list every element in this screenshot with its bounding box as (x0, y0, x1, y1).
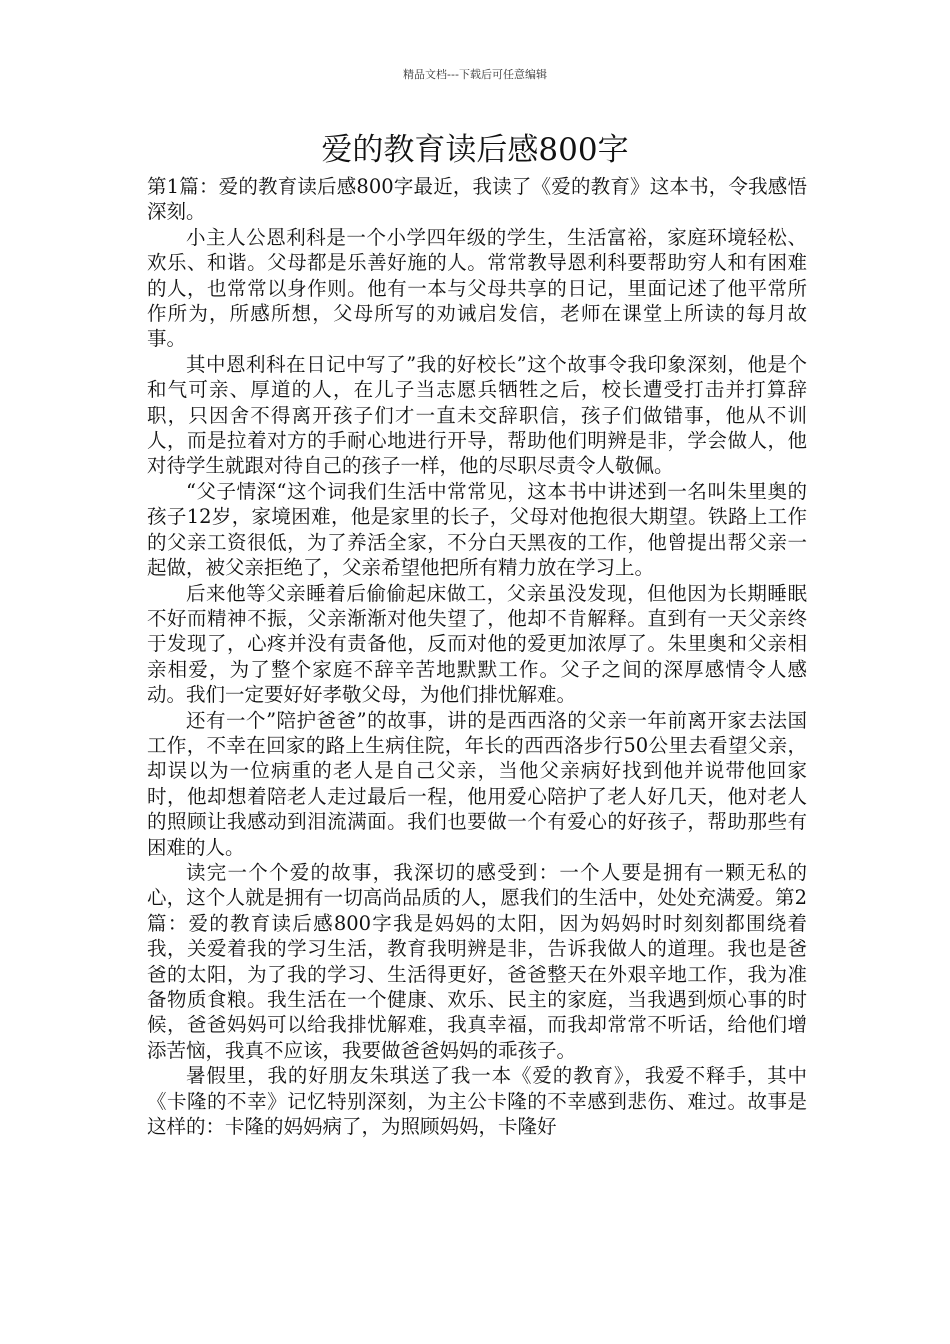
document-body (147, 174, 807, 1139)
paragraph: 后来他等父亲睡着后偷偷起床做工，父亲虽没发现，但他因为长期睡眠不好而精神不振，父亲渐渐对他失望了，他却不肯解释。直到有一天父亲终于发现了，心疼并没有责备他，反而对他的爱更加浓厚了。朱里奥和父亲相亲相爱，为了整个家庭不辞辛苦地默默工作。父子之间的深厚感情令人感动。我们一定要好好孝敬父母，为他们排忧解难。 (147, 581, 807, 707)
paragraph: 暑假里，我的好朋友朱琪送了我一本《爱的教育》，我爱不释手，其中《卡隆的不幸》记忆特别深刻，为主公卡隆的不幸感到悲伤、难过。故事是这样的：卡隆的妈妈病了，为照顾妈妈，卡隆好 (147, 1064, 807, 1139)
paragraph: 第1篇：爱的教育读后感800字最近，我读了《爱的教育》这本书，令我感悟深刻。 (147, 175, 807, 224)
page-header: 精品文档---下载后可任意编辑 (403, 68, 547, 81)
paragraph: 其中恩利科在日记中写了”我的好校长”这个故事令我印象深刻，他是个和气可亲、厚道的人，在儿子当志愿兵牺牲之后，校长遭受打击并打算辞职，只因舍不得离开孩子们才一直未交辞职信，孩子们做错事，他从不训人，而是拉着对方的手耐心地进行开导，帮助他们明辨是非，学会做人，他对待学生就跟对待自己的孩子一样，他的尽职尽责令人敬佩。 (147, 352, 807, 478)
paragraph: 小主人公恩利科是一个小学四年级的学生，生活富裕，家庭环境轻松、欢乐、和谐。父母都是乐善好施的人。常常教导恩利科要帮助穷人和有困难的人，也常常以身作则。他有一本与父母共享的日记，里面记述了他平常所作所为，所感所想，父母所写的劝诫启发信，老师在课堂上所读的每月故事。 (147, 225, 807, 351)
paragraph: 还有一个”陪护爸爸”的故事，讲的是西西洛的父亲一年前离开家去法国工作，不幸在回家的路上生病住院，年长的西西洛步行50公里去看望父亲，却误以为一位病重的老人是自己父亲，当他父亲病好找到他并说带他回家时，他却想着陪老人走过最后一程，他用爱心陪护了老人好几天，他对老人的照顾让我感动到泪流满面。我们也要做一个有爱心的好孩子，帮助那些有困难的人。 (147, 708, 807, 859)
document-title: 爱的教育读后感800字 (321, 132, 629, 168)
paragraph: “父子情深“这个词我们生活中常常见，这本书中讲述到一名叫朱里奥的孩子12岁，家境困难，他是家里的长子，父母对他抱很大期望。铁路上工作的父亲工资很低，为了养活全家，不分白天黑夜的工作，他曾提出帮父亲一起做，被父亲拒绝了，父亲希望他把所有精力放在学习上。 (147, 479, 807, 580)
paragraph: 读完一个个爱的故事，我深切的感受到：一个人要是拥有一颗无私的心，这个人就是拥有一切高尚品质的人，愿我们的生活中，处处充满爱。第2篇：爱的教育读后感800字我是妈妈的太阳，因为妈妈时时刻刻都围绕着我，关爱着我的学习生活，教育我明辨是非，告诉我做人的道理。我也是爸爸的太阳，为了我的学习、生活得更好，爸爸整天在外艰辛地工作，我为准备物质食粮。我生活在一个健康、欢乐、民主的家庭，当我遇到烦心事的时候，爸爸妈妈可以给我排忧解难，我真幸福，而我却常常不听话，给他们增添苦恼，我真不应该，我要做爸爸妈妈的乖孩子。 (147, 860, 807, 1062)
